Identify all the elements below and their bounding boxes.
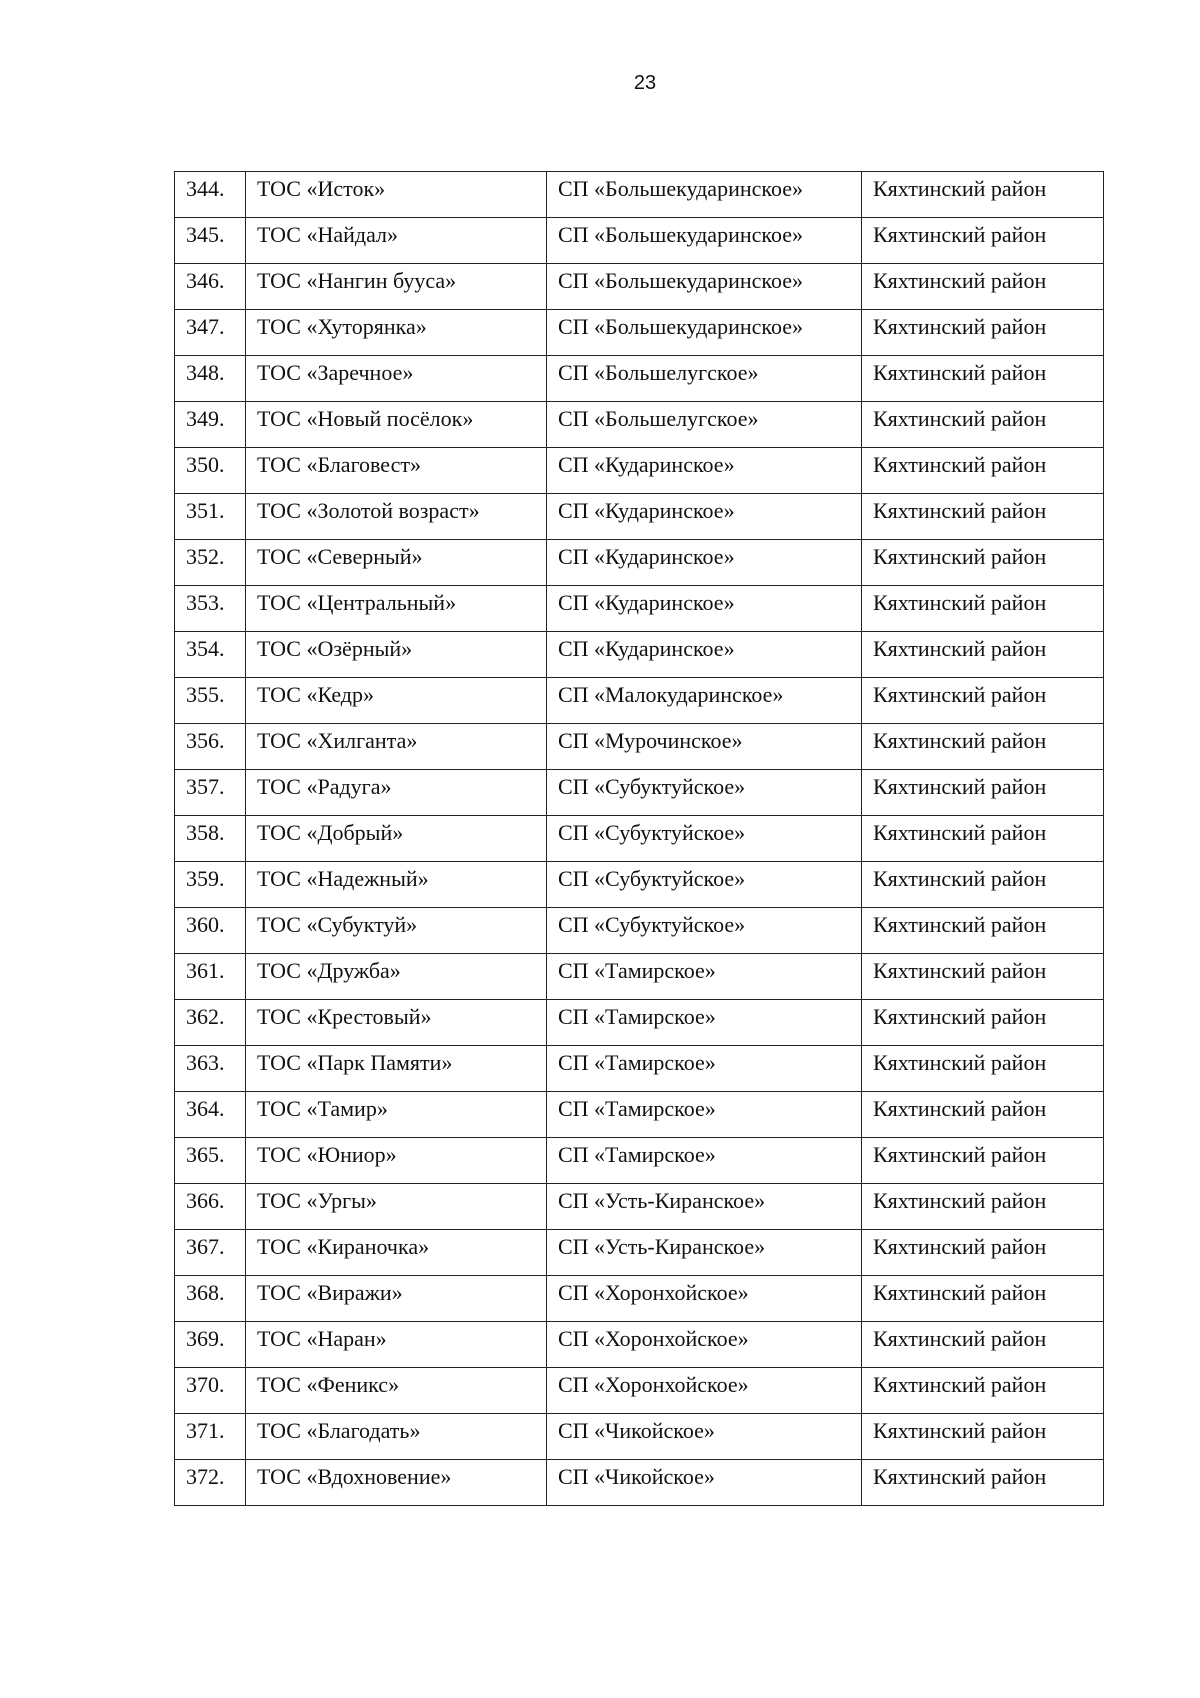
district-name-cell: Кяхтинский район [862, 632, 1104, 678]
table-row [175, 1230, 1104, 1276]
row-number-cell: 348. [175, 356, 246, 402]
district-name-cell: Кяхтинский район [862, 678, 1104, 724]
district-name-cell: Кяхтинский район [862, 1138, 1104, 1184]
district-name-cell: Кяхтинский район [862, 1460, 1104, 1506]
table-row [175, 448, 1104, 494]
settlement-name-cell: СП «Кударинское» [547, 540, 862, 586]
district-name-cell: Кяхтинский район [862, 908, 1104, 954]
tos-registry-table [174, 171, 1104, 1506]
settlement-name-cell: СП «Субуктуйское» [547, 816, 862, 862]
row-number-cell: 360. [175, 908, 246, 954]
table-row [175, 816, 1104, 862]
district-name-cell: Кяхтинский район [862, 1368, 1104, 1414]
table-row [175, 264, 1104, 310]
tos-name-cell: ТОС «Озёрный» [246, 632, 547, 678]
settlement-name-cell: СП «Усть-Киранское» [547, 1184, 862, 1230]
table-body [175, 172, 1104, 1506]
row-number-cell: 356. [175, 724, 246, 770]
tos-name-cell: ТОС «Радуга» [246, 770, 547, 816]
row-number-cell: 372. [175, 1460, 246, 1506]
row-number-cell: 363. [175, 1046, 246, 1092]
table-row [175, 540, 1104, 586]
row-number-cell: 359. [175, 862, 246, 908]
district-name-cell: Кяхтинский район [862, 770, 1104, 816]
tos-name-cell: ТОС «Заречное» [246, 356, 547, 402]
tos-name-cell: ТОС «Надежный» [246, 862, 547, 908]
row-number-cell: 347. [175, 310, 246, 356]
row-number-cell: 352. [175, 540, 246, 586]
settlement-name-cell: СП «Субуктуйское» [547, 770, 862, 816]
page-number: 23 [633, 72, 657, 94]
tos-name-cell: ТОС «Хуторянка» [246, 310, 547, 356]
table-row [175, 1460, 1104, 1506]
district-name-cell: Кяхтинский район [862, 1414, 1104, 1460]
district-name-cell: Кяхтинский район [862, 1276, 1104, 1322]
tos-name-cell: ТОС «Наран» [246, 1322, 547, 1368]
settlement-name-cell: СП «Большелугское» [547, 356, 862, 402]
table-row [175, 1046, 1104, 1092]
tos-name-cell: ТОС «Благодать» [246, 1414, 547, 1460]
tos-name-cell: ТОС «Субуктуй» [246, 908, 547, 954]
table-row [175, 770, 1104, 816]
row-number-cell: 368. [175, 1276, 246, 1322]
settlement-name-cell: СП «Малокударинское» [547, 678, 862, 724]
tos-name-cell: ТОС «Исток» [246, 172, 547, 218]
table-row [175, 494, 1104, 540]
settlement-name-cell: СП «Субуктуйское» [547, 908, 862, 954]
table-row [175, 724, 1104, 770]
tos-name-cell: ТОС «Крестовый» [246, 1000, 547, 1046]
district-name-cell: Кяхтинский район [862, 1000, 1104, 1046]
tos-name-cell: ТОС «Благовест» [246, 448, 547, 494]
tos-name-cell: ТОС «Юниор» [246, 1138, 547, 1184]
district-name-cell: Кяхтинский район [862, 862, 1104, 908]
row-number-cell: 355. [175, 678, 246, 724]
district-name-cell: Кяхтинский район [862, 540, 1104, 586]
settlement-name-cell: СП «Субуктуйское» [547, 862, 862, 908]
tos-name-cell: ТОС «Хилганта» [246, 724, 547, 770]
settlement-name-cell: СП «Хоронхойское» [547, 1368, 862, 1414]
settlement-name-cell: СП «Чикойское» [547, 1414, 862, 1460]
settlement-name-cell: СП «Большекударинское» [547, 264, 862, 310]
tos-name-cell: ТОС «Добрый» [246, 816, 547, 862]
settlement-name-cell: СП «Кударинское» [547, 632, 862, 678]
settlement-name-cell: СП «Усть-Киранское» [547, 1230, 862, 1276]
district-name-cell: Кяхтинский район [862, 264, 1104, 310]
table-row [175, 862, 1104, 908]
district-name-cell: Кяхтинский район [862, 494, 1104, 540]
row-number-cell: 357. [175, 770, 246, 816]
tos-name-cell: ТОС «Золотой возраст» [246, 494, 547, 540]
settlement-name-cell: СП «Кударинское» [547, 586, 862, 632]
row-number-cell: 369. [175, 1322, 246, 1368]
district-name-cell: Кяхтинский район [862, 1230, 1104, 1276]
tos-name-cell: ТОС «Найдал» [246, 218, 547, 264]
table-row [175, 1184, 1104, 1230]
settlement-name-cell: СП «Хоронхойское» [547, 1276, 862, 1322]
tos-name-cell: ТОС «Кираночка» [246, 1230, 547, 1276]
table-row [175, 1276, 1104, 1322]
district-name-cell: Кяхтинский район [862, 1184, 1104, 1230]
district-name-cell: Кяхтинский район [862, 402, 1104, 448]
tos-name-cell: ТОС «Новый посёлок» [246, 402, 547, 448]
settlement-name-cell: СП «Тамирское» [547, 954, 862, 1000]
settlement-name-cell: СП «Кударинское» [547, 448, 862, 494]
table-row [175, 632, 1104, 678]
table-row [175, 954, 1104, 1000]
tos-name-cell: ТОС «Ургы» [246, 1184, 547, 1230]
row-number-cell: 362. [175, 1000, 246, 1046]
table-row [175, 1368, 1104, 1414]
settlement-name-cell: СП «Хоронхойское» [547, 1322, 862, 1368]
district-name-cell: Кяхтинский район [862, 1046, 1104, 1092]
district-name-cell: Кяхтинский район [862, 356, 1104, 402]
row-number-cell: 365. [175, 1138, 246, 1184]
row-number-cell: 367. [175, 1230, 246, 1276]
district-name-cell: Кяхтинский район [862, 1092, 1104, 1138]
row-number-cell: 353. [175, 586, 246, 632]
tos-name-cell: ТОС «Северный» [246, 540, 547, 586]
settlement-name-cell: СП «Чикойское» [547, 1460, 862, 1506]
table-row [175, 218, 1104, 264]
settlement-name-cell: СП «Кударинское» [547, 494, 862, 540]
tos-name-cell: ТОС «Нангин бууса» [246, 264, 547, 310]
settlement-name-cell: СП «Мурочинское» [547, 724, 862, 770]
tos-name-cell: ТОС «Феникс» [246, 1368, 547, 1414]
tos-name-cell: ТОС «Парк Памяти» [246, 1046, 547, 1092]
table-row [175, 1092, 1104, 1138]
district-name-cell: Кяхтинский район [862, 172, 1104, 218]
tos-name-cell: ТОС «Центральный» [246, 586, 547, 632]
row-number-cell: 351. [175, 494, 246, 540]
district-name-cell: Кяхтинский район [862, 1322, 1104, 1368]
district-name-cell: Кяхтинский район [862, 586, 1104, 632]
table-row [175, 586, 1104, 632]
settlement-name-cell: СП «Большекударинское» [547, 172, 862, 218]
district-name-cell: Кяхтинский район [862, 816, 1104, 862]
district-name-cell: Кяхтинский район [862, 310, 1104, 356]
table-row [175, 1000, 1104, 1046]
settlement-name-cell: СП «Тамирское» [547, 1138, 862, 1184]
tos-name-cell: ТОС «Виражи» [246, 1276, 547, 1322]
settlement-name-cell: СП «Большекударинское» [547, 310, 862, 356]
table-row [175, 310, 1104, 356]
row-number-cell: 371. [175, 1414, 246, 1460]
row-number-cell: 358. [175, 816, 246, 862]
tos-name-cell: ТОС «Кедр» [246, 678, 547, 724]
table-row [175, 1414, 1104, 1460]
table-row [175, 172, 1104, 218]
district-name-cell: Кяхтинский район [862, 218, 1104, 264]
district-name-cell: Кяхтинский район [862, 954, 1104, 1000]
table-row [175, 1138, 1104, 1184]
row-number-cell: 350. [175, 448, 246, 494]
row-number-cell: 344. [175, 172, 246, 218]
row-number-cell: 370. [175, 1368, 246, 1414]
row-number-cell: 361. [175, 954, 246, 1000]
tos-name-cell: ТОС «Вдохновение» [246, 1460, 547, 1506]
settlement-name-cell: СП «Большекударинское» [547, 218, 862, 264]
row-number-cell: 349. [175, 402, 246, 448]
row-number-cell: 345. [175, 218, 246, 264]
settlement-name-cell: СП «Тамирское» [547, 1092, 862, 1138]
table-row [175, 402, 1104, 448]
tos-name-cell: ТОС «Дружба» [246, 954, 547, 1000]
row-number-cell: 366. [175, 1184, 246, 1230]
row-number-cell: 346. [175, 264, 246, 310]
settlement-name-cell: СП «Тамирское» [547, 1000, 862, 1046]
district-name-cell: Кяхтинский район [862, 724, 1104, 770]
row-number-cell: 364. [175, 1092, 246, 1138]
table-row [175, 908, 1104, 954]
settlement-name-cell: СП «Большелугское» [547, 402, 862, 448]
table-row [175, 356, 1104, 402]
table-row [175, 1322, 1104, 1368]
settlement-name-cell: СП «Тамирское» [547, 1046, 862, 1092]
tos-name-cell: ТОС «Тамир» [246, 1092, 547, 1138]
district-name-cell: Кяхтинский район [862, 448, 1104, 494]
table-row [175, 678, 1104, 724]
row-number-cell: 354. [175, 632, 246, 678]
